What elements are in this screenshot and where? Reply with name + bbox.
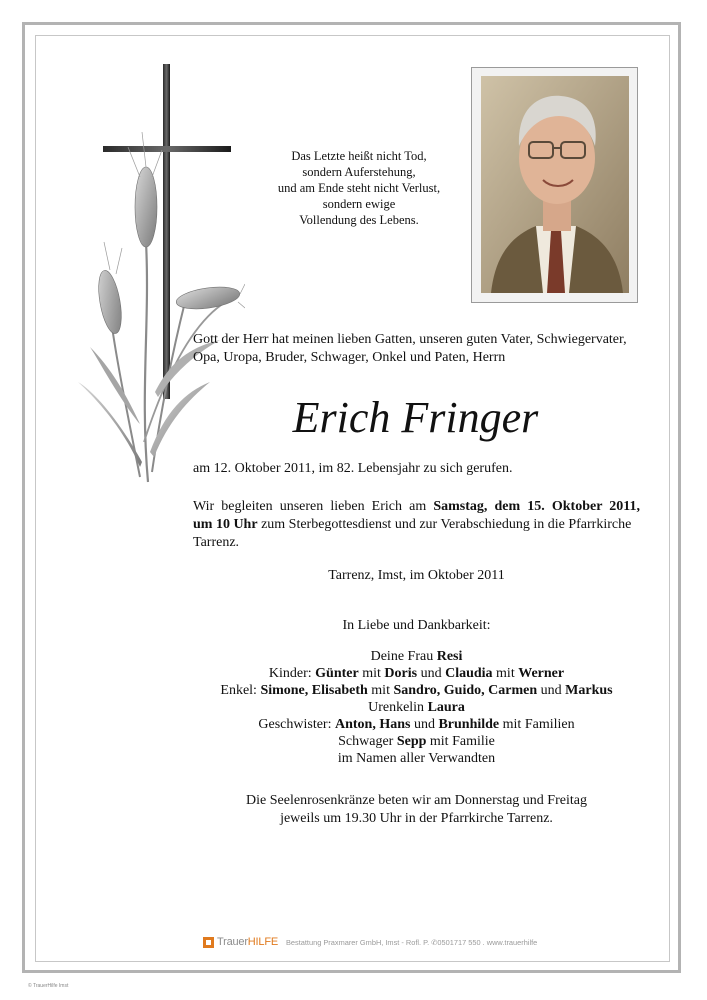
footer: [203, 935, 537, 949]
family-relatives: im Namen aller Verwandten: [337, 751, 496, 766]
family-great-grandchild: Urenkelin Laura: [368, 700, 465, 715]
footer-info: Bestattung Praxmarer GmbH, Imst - Rofl. P. ✆0501717 550 . www.trauerhilfe: [285, 937, 538, 947]
intro-text: [193, 331, 653, 367]
quote: [250, 148, 468, 228]
family-siblings: Geschwister: Anton, Hans und Brunhilde mit Familien: [258, 717, 575, 732]
trauerhilfe-logo-icon: [203, 937, 214, 948]
funeral-text-part: zum Sterbegottesdienst und zur Verabschiedung in die Pfarrkirche: [257, 517, 632, 532]
funeral-text-part: Wir begleiten unseren lieben Erich am: [193, 499, 434, 514]
quote-line: Das Letzte heißt nicht Tod,: [291, 149, 427, 163]
quote-line: und am Ende steht nicht Verlust,: [277, 181, 441, 195]
family-list: [193, 648, 640, 767]
rosary-line: jeweils um 19.30 Uhr in der Pfarrkirche Tarrenz.: [280, 811, 553, 826]
funeral-text: [193, 498, 640, 552]
intro-line: Opa, Uropa, Bruder, Schwager, Onkel und Paten, Herrn: [193, 350, 506, 365]
rosary-line: Die Seelenrosenkränze beten wir am Donnerstag und Freitag: [246, 793, 587, 808]
funeral-date: Samstag, dem 15. Oktober 2011,: [433, 499, 641, 514]
family-grandchildren: Enkel: Simone, Elisabeth mit Sandro, Guido, Carmen und Markus: [220, 683, 613, 698]
funeral-text-part: Tarrenz.: [193, 535, 240, 550]
quote-line: Vollendung des Lebens.: [299, 213, 419, 227]
place-date: Tarrenz, Imst, im Oktober 2011: [328, 568, 505, 583]
rosary-text: [193, 792, 640, 828]
quote-line: sondern ewige: [322, 197, 396, 211]
family-brother-in-law: Schwager Sepp mit Familie: [338, 734, 495, 749]
family-children: Kinder: Günter mit Doris und Claudia mit Werner: [268, 666, 565, 681]
copyright: © TrauerHilfe Imst: [28, 983, 69, 989]
footer-brand: Trauer: [217, 936, 248, 948]
portrait-photo: [481, 76, 629, 293]
family-wife: Deine Frau Resi: [370, 649, 463, 664]
thanks-heading: In Liebe und Dankbarkeit:: [342, 618, 491, 633]
quote-line: sondern Auferstehung,: [302, 165, 416, 179]
intro-line: Gott der Herr hat meinen lieben Gatten, unseren guten Vater, Schwiegervater,: [193, 332, 627, 347]
funeral-time: um 10 Uhr: [193, 517, 258, 532]
deceased-name: Erich Fringer: [292, 393, 539, 442]
footer-brand-accent: HILFE: [247, 936, 278, 948]
death-text: am 12. Oktober 2011, im 82. Lebensjahr zu sich gerufen.: [193, 461, 513, 476]
